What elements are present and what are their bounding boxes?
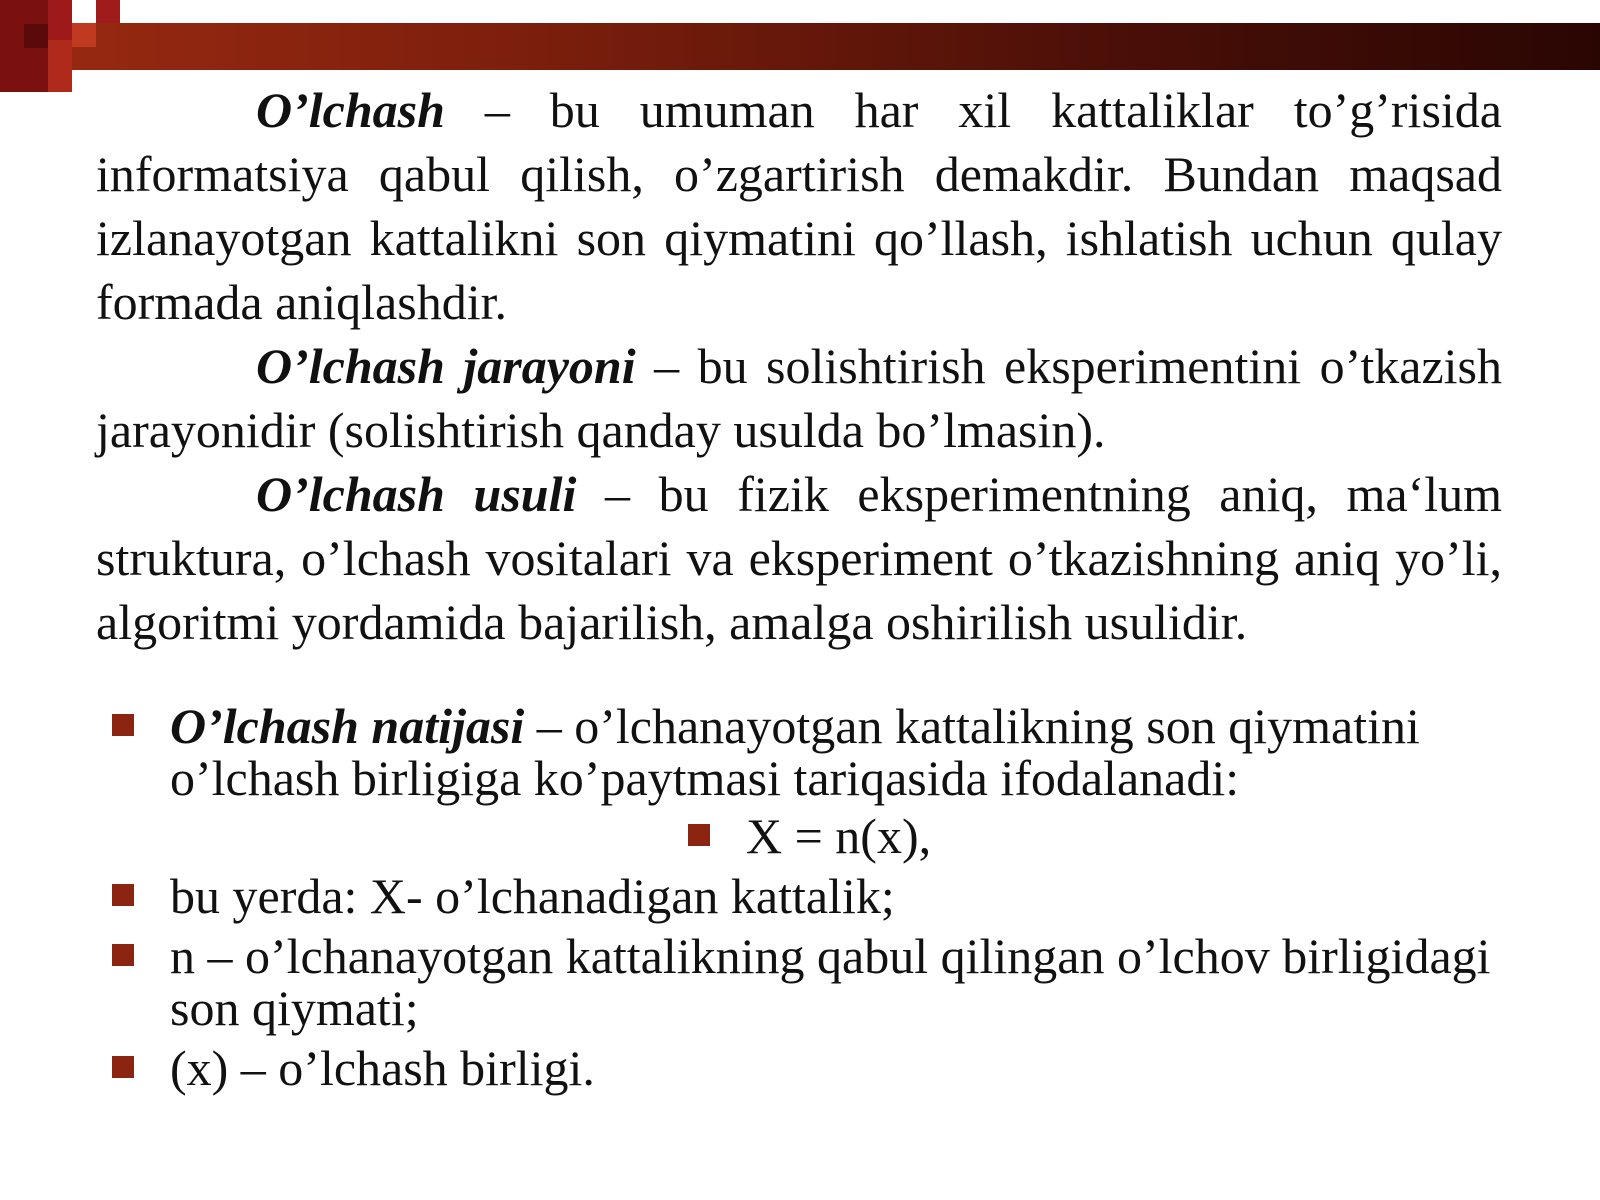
decor-square bbox=[48, 0, 72, 40]
formula-item bbox=[688, 810, 1502, 862]
decor-square bbox=[96, 0, 120, 23]
bullet-list bbox=[112, 700, 1502, 1094]
bullet-square-icon bbox=[112, 1056, 134, 1078]
decor-square bbox=[48, 40, 72, 92]
decor-square bbox=[72, 23, 96, 47]
formula: X = n(x), bbox=[746, 808, 932, 864]
result-text: – o’lchanayotgan kattalikning son qiymatini o’lchash birligiga ko’paytmasi tariqasida ifodalanadi: bbox=[170, 698, 1420, 806]
list-item bbox=[112, 1042, 1502, 1094]
list-item bbox=[112, 700, 1502, 804]
definition-paragraph bbox=[96, 462, 1502, 654]
bullet-square-icon bbox=[112, 944, 134, 966]
definition-term: O’lchash usuli bbox=[256, 466, 577, 522]
list-item bbox=[112, 930, 1502, 1034]
bullet-square-icon bbox=[112, 884, 134, 906]
definition-paragraph bbox=[96, 78, 1502, 334]
list-item bbox=[112, 870, 1502, 922]
list-item-text: bu yerda: X- o’lchanadigan kattalik; bbox=[170, 868, 895, 924]
list-item-text: n – o’lchanayotgan kattalikning qabul qilingan o’lchov birligidagi son qiymati; bbox=[170, 928, 1491, 1036]
bullet-square-icon bbox=[112, 714, 134, 736]
result-term: O’lchash natijasi bbox=[170, 698, 525, 754]
definition-text: – bu fizik eksperimentning aniq, ma‘lum struktura, o’lchash vositalari va eksperiment o’tkazishning aniq yo’li, algoritmi yordamida bajarilish, amalga oshirilish usulidir. bbox=[96, 466, 1502, 650]
definition-text: – bu solishtirish eksperimentini o’tkazish jarayonidir (solishtirish qanday usulda bo’lmasin). bbox=[96, 338, 1502, 458]
decor-square bbox=[24, 24, 48, 48]
definition-text: – bu umuman har xil kattaliklar to’g’risida informatsiya qabul qilish, o’zgartirish demakdir. Bundan maqsad izlanayotgan kattalikni son qiymatini qo’llash, ishlatish uchun qulay formada aniqlashdir. bbox=[96, 82, 1502, 330]
bullet-square-icon bbox=[688, 824, 710, 846]
slide-body bbox=[96, 78, 1502, 654]
definition-term: O’lchash jarayoni bbox=[256, 338, 636, 394]
definition-term: O’lchash bbox=[256, 82, 445, 138]
list-item-text: (x) – o’lchash birligi. bbox=[170, 1040, 595, 1096]
definition-paragraph bbox=[96, 334, 1502, 462]
header-bar bbox=[0, 23, 1600, 70]
